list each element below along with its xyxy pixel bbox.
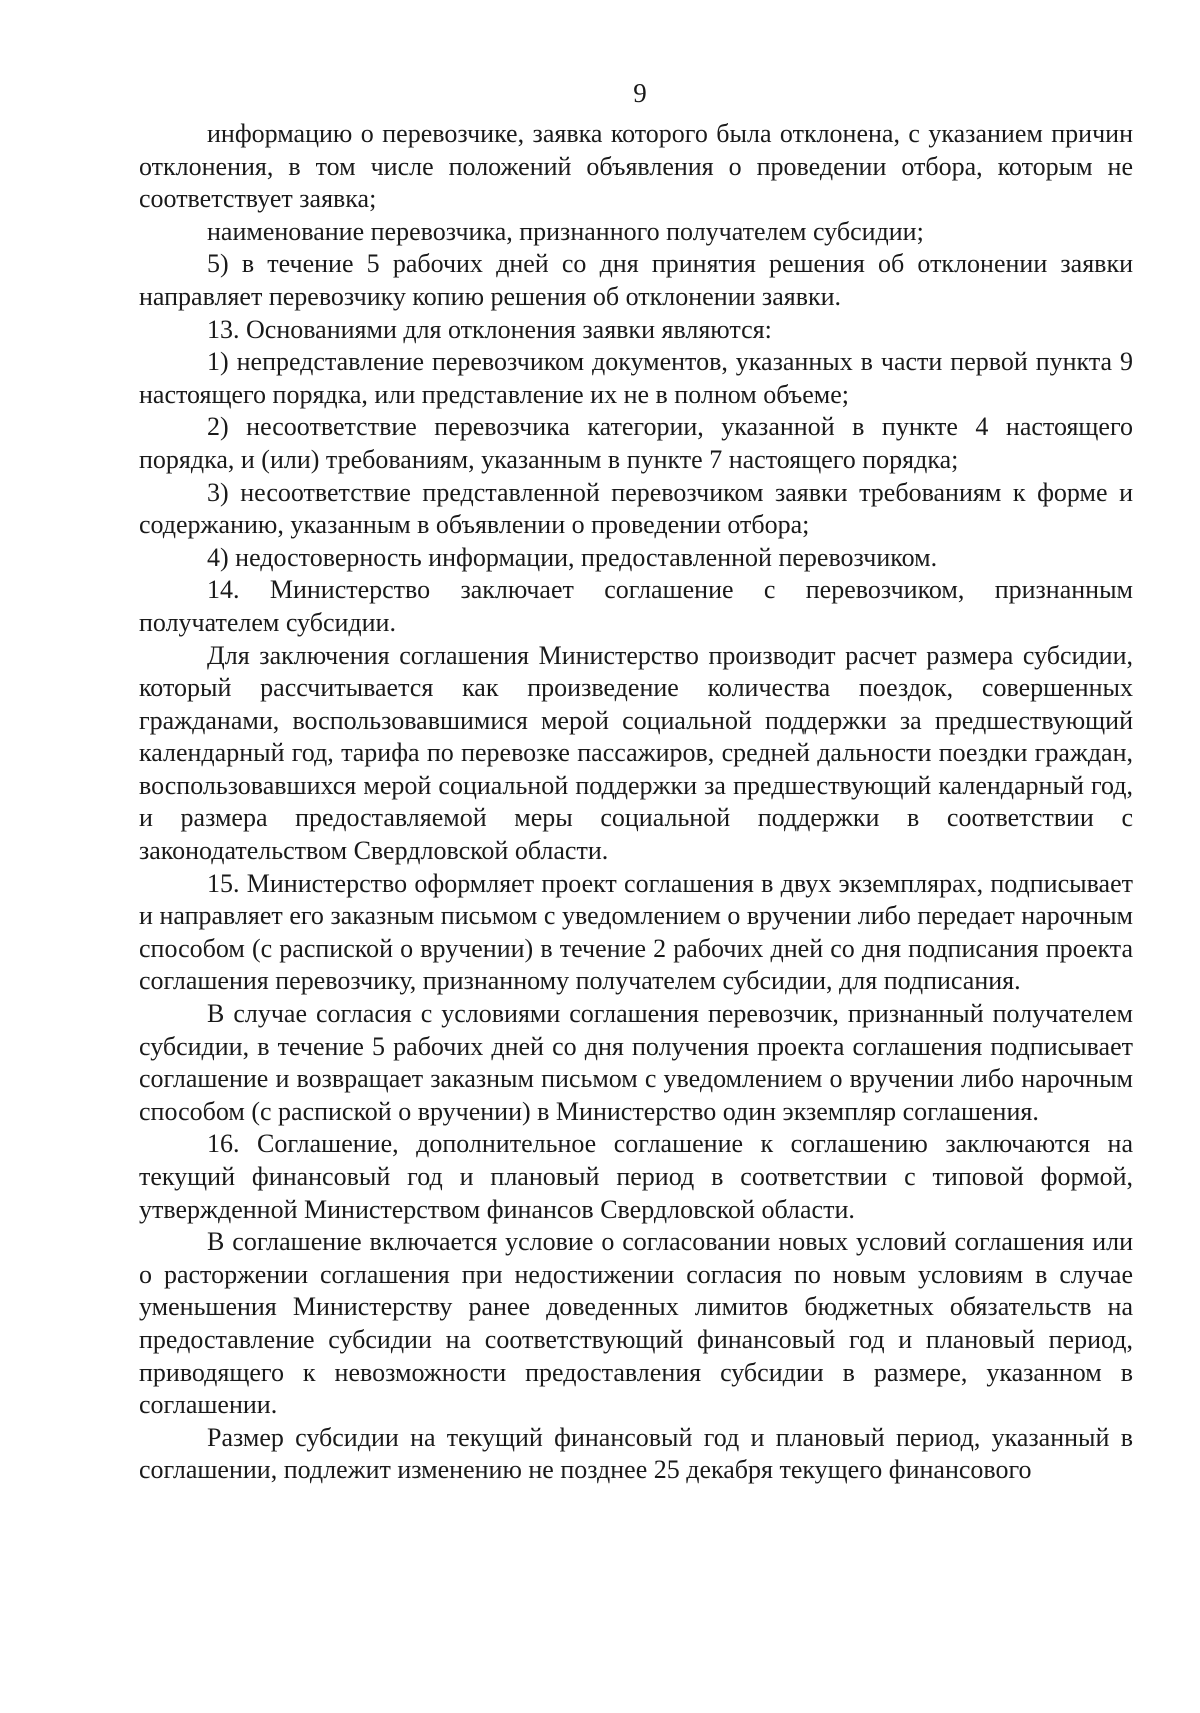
paragraph-subsidy-calculation: Для заключения соглашения Министерство производит расчет размера субсидии, который рассчитывается как произведение количества поездок, совершенных гражданами, воспользовавшимися мерой социальной поддержки за предшествующий календарный год, тарифа по перевозке пассажиров, средней дальности поездки граждан, воспользовавшихся мерой социальной поддержки за предшествующий календарный год, и размера предоставляемой меры социальной поддержки в соответствии с законодательством Свердловской области. xyxy=(139,640,1133,866)
paragraph-section-16: 16. Соглашение, дополнительное соглашение к соглашению заключаются на текущий финансовый год и плановый период в соответствии с типовой формой, утвержденной Министерством финансов Свердловской области. xyxy=(139,1129,1133,1224)
paragraph-new-conditions: В соглашение включается условие о согласовании новых условий соглашения или о расторжении соглашения при недостижении согласия по новым условиям в случае уменьшения Министерству ранее доведенных лимитов бюджетных обязательств на предоставление субсидии на соответствующий финансовый год и плановый период, приводящего к невозможности предоставления субсидии в размере, указанном в соглашении. xyxy=(139,1227,1133,1420)
document-body xyxy=(139,118,1133,1487)
paragraph-rejected-carrier-info: информацию о перевозчике, заявка которого была отклонена, с указанием причин отклонения, в том числе положений объявления о проведении отбора, которым не соответствует заявка; xyxy=(139,119,1133,214)
paragraph-ground-3: 3) несоответствие представленной перевозчиком заявки требованиям к форме и содержанию, указанным в объявлении о проведении отбора; xyxy=(139,477,1133,540)
paragraph-ground-2: 2) несоответствие перевозчика категории, указанной в пункте 4 настоящего порядка, и (или) требованиям, указанным в пункте 7 настоящего порядка; xyxy=(139,412,1133,474)
paragraph-recipient-name: наименование перевозчика, признанного получателем субсидии; xyxy=(207,216,924,246)
page-number: 9 xyxy=(633,78,647,108)
paragraph-ground-4: 4) недостоверность информации, предоставленной перевозчиком. xyxy=(207,542,938,572)
paragraph-section-14: 14. Министерство заключает соглашение с перевозчиком, признанным получателем субсидии. xyxy=(139,575,1133,637)
paragraph-carrier-consent: В случае согласия с условиями соглашения перевозчик, признанный получателем субсидии, в течение 5 рабочих дней со дня получения проекта соглашения подписывает соглашение и возвращает заказным письмом с уведомлением о вручении либо нарочным способом (с распиской о вручении) в Министерство один экземпляр соглашения. xyxy=(139,999,1133,1126)
paragraph-section-13: 13. Основаниями для отклонения заявки являются: xyxy=(207,314,772,344)
paragraph-subsidy-size-change: Размер субсидии на текущий финансовый год и плановый период, указанный в соглашении, подлежит изменению не позднее 25 декабря текущего финансового xyxy=(139,1422,1133,1485)
paragraph-ground-1: 1) непредставление перевозчиком документов, указанных в части первой пункта 9 настоящего порядка, или представление их не в полном объеме; xyxy=(139,347,1133,409)
paragraph-item-5: 5) в течение 5 рабочих дней со дня принятия решения об отклонении заявки направляет перевозчику копию решения об отклонении заявки. xyxy=(139,249,1133,311)
paragraph-section-15: 15. Министерство оформляет проект соглашения в двух экземплярах, подписывает и направляет его заказным письмом с уведомлением о вручении либо передает нарочным способом (с распиской о вручении) в течение 2 рабочих дней со дня подписания проекта соглашения перевозчику, признанному получателем субсидии, для подписания. xyxy=(139,868,1133,996)
